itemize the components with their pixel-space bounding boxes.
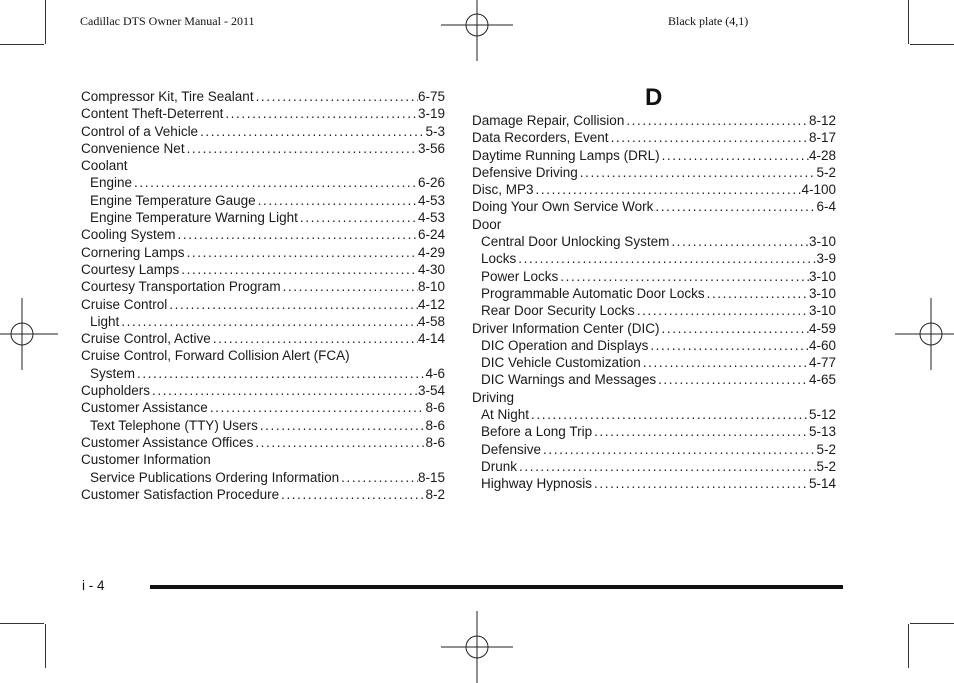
- dot-leader: [119, 313, 418, 330]
- index-subentry: [472, 371, 836, 388]
- dot-leader: [135, 365, 425, 382]
- entry-page: 3-54: [417, 383, 445, 399]
- entry-title: Customer Assistance: [81, 400, 208, 416]
- entry-title: Engine Temperature Gauge: [90, 192, 256, 208]
- entry-title: Data Recorders, Event: [472, 130, 609, 146]
- index-entry: [81, 105, 445, 122]
- entry-page: 4-58: [417, 313, 445, 329]
- index-entry: [472, 164, 836, 181]
- dot-leader: [529, 406, 809, 423]
- entry-title: Highway Hypnosis: [481, 476, 593, 492]
- index-subentry: [472, 233, 836, 250]
- dot-leader: [339, 469, 418, 486]
- dot-leader: [167, 296, 418, 313]
- index-heading: Customer Information: [81, 452, 211, 468]
- entry-title: Power Locks: [481, 268, 559, 284]
- index-subentry: [81, 417, 445, 434]
- index-entry: [81, 140, 445, 157]
- registration-mark-left-icon: [0, 298, 58, 370]
- dot-leader: [179, 261, 418, 278]
- index-entry: [81, 244, 445, 261]
- entry-page: 5-3: [425, 123, 445, 139]
- index-subentry: [472, 406, 836, 423]
- dot-leader: [660, 147, 809, 164]
- crop-mark-top-left-v: [45, 0, 46, 44]
- index-entry: [81, 434, 445, 451]
- entry-page: 3-10: [808, 285, 836, 301]
- entry-page: 3-56: [417, 140, 445, 156]
- entry-page: 4-77: [808, 355, 836, 371]
- dot-leader: [609, 129, 809, 146]
- entry-page: 8-10: [417, 279, 445, 295]
- index-subentry: [472, 458, 836, 475]
- dot-leader: [223, 105, 418, 122]
- entry-title: Daytime Running Lamps (DRL): [472, 147, 660, 163]
- entry-title: Before a Long Trip: [481, 424, 593, 440]
- entry-title: Control of a Vehicle: [81, 123, 199, 139]
- entry-page: 3-9: [816, 251, 836, 267]
- entry-page: 3-10: [808, 234, 836, 250]
- entry-page: 5-2: [816, 441, 836, 457]
- entry-title: Text Telephone (TTY) Users: [90, 417, 258, 433]
- dot-leader: [517, 458, 816, 475]
- section-letter: D: [645, 84, 663, 111]
- index-subentry: [81, 174, 445, 191]
- entry-title: Engine Temperature Warning Light: [90, 210, 298, 226]
- entry-page: 4-100: [801, 182, 836, 198]
- index-subentry: [472, 250, 836, 267]
- crop-mark-top-left-h: [0, 44, 44, 45]
- entry-page: 8-6: [425, 400, 445, 416]
- entry-title: Content Theft-Deterrent: [81, 106, 224, 122]
- dot-leader: [185, 244, 418, 261]
- entry-page: 8-17: [808, 130, 836, 146]
- index-entry: [81, 399, 445, 416]
- entry-title: Defensive: [481, 441, 542, 457]
- index-heading: Driving: [472, 389, 515, 405]
- registration-mark-top-icon: [441, 0, 513, 61]
- dot-leader: [279, 486, 425, 503]
- entry-title: At Night: [481, 407, 530, 423]
- index-entry: [472, 147, 836, 164]
- index-heading: Door: [472, 216, 502, 232]
- entry-page: 6-75: [417, 89, 445, 104]
- dot-leader: [208, 399, 426, 416]
- dot-leader: [254, 88, 418, 105]
- dot-leader: [258, 417, 426, 434]
- entry-page: 6-4: [816, 199, 836, 215]
- entry-page: 4-53: [417, 210, 445, 226]
- entry-page: 8-12: [808, 113, 836, 128]
- entry-page: 3-10: [808, 303, 836, 319]
- index-entry: [472, 198, 836, 215]
- index-entry: [472, 320, 836, 337]
- dot-leader: [281, 278, 418, 295]
- index-heading: Cruise Control, Forward Collision Alert (FCA): [81, 348, 350, 364]
- crop-mark-bottom-left-v: [45, 624, 46, 668]
- entry-page: 4-53: [417, 192, 445, 208]
- entry-title: Courtesy Lamps: [81, 261, 180, 277]
- index-subentry: [81, 209, 445, 226]
- index-entry: [81, 382, 445, 399]
- dot-leader: [198, 123, 425, 140]
- registration-mark-right-icon: [895, 298, 954, 370]
- entry-title: Programmable Automatic Door Locks: [481, 285, 705, 301]
- entry-title: Driver Information Center (DIC): [472, 320, 660, 336]
- entry-page: 8-6: [425, 417, 445, 433]
- entry-title: Doing Your Own Service Work: [472, 199, 654, 215]
- index-subentry: [81, 313, 445, 330]
- index-subentry: [81, 365, 445, 382]
- entry-title: Drunk: [481, 458, 518, 474]
- entry-title: Compressor Kit, Tire Sealant: [81, 89, 254, 104]
- dot-leader: [578, 164, 817, 181]
- dot-leader: [592, 423, 809, 440]
- header-plate-label: Black plate (4,1): [668, 14, 749, 28]
- entry-page: 3-10: [808, 268, 836, 284]
- index-entry: [81, 296, 445, 313]
- dot-leader: [150, 382, 418, 399]
- index-subentry: [81, 469, 445, 486]
- entry-page: 4-59: [808, 320, 836, 336]
- entry-title: Cornering Lamps: [81, 244, 185, 260]
- crop-mark-bottom-left-h: [0, 623, 44, 624]
- index-subentry: [472, 354, 836, 371]
- dot-leader: [185, 140, 418, 157]
- entry-title: Cruise Control, Active: [81, 331, 211, 347]
- entry-page: 8-6: [425, 434, 445, 450]
- entry-page: 4-14: [417, 331, 445, 347]
- dot-leader: [298, 209, 418, 226]
- crop-mark-bottom-right-v: [908, 624, 909, 668]
- entry-title: System: [90, 365, 136, 381]
- entry-title: Engine: [90, 175, 133, 191]
- dot-leader: [534, 181, 802, 198]
- entry-page: 4-29: [417, 244, 445, 260]
- crop-mark-top-right-v: [908, 0, 909, 44]
- dot-leader: [253, 434, 425, 451]
- index-column-right: [472, 112, 836, 493]
- index-entry: [81, 123, 445, 140]
- entry-title: Central Door Unlocking System: [481, 234, 670, 250]
- entry-page: 3-19: [417, 106, 445, 122]
- entry-title: DIC Warnings and Messages: [481, 372, 657, 388]
- index-subentry: [472, 268, 836, 285]
- entry-title: Courtesy Transportation Program: [81, 279, 281, 295]
- index-heading: Coolant: [81, 158, 128, 174]
- entry-page: 4-30: [417, 261, 445, 277]
- entry-title: Defensive Driving: [472, 164, 578, 180]
- dot-leader: [132, 174, 418, 191]
- index-entry: [81, 330, 445, 347]
- index-entry: [81, 261, 445, 278]
- entry-title: Service Publications Ordering Information: [90, 469, 340, 485]
- entry-title: Rear Door Security Locks: [481, 303, 635, 319]
- entry-page: 6-24: [417, 227, 445, 243]
- entry-page: 5-2: [816, 164, 836, 180]
- entry-title: DIC Vehicle Customization: [481, 355, 641, 371]
- index-entry: [81, 278, 445, 295]
- index-subentry: [472, 337, 836, 354]
- entry-page: 6-26: [417, 175, 445, 191]
- entry-title: Cruise Control: [81, 296, 168, 312]
- dot-leader: [592, 475, 809, 492]
- crop-mark-bottom-right-h: [910, 623, 954, 624]
- dot-leader: [516, 250, 816, 267]
- dot-leader: [653, 198, 816, 215]
- index-subentry: [472, 475, 836, 492]
- index-entry: [472, 181, 836, 198]
- registration-mark-bottom-icon: [441, 611, 513, 683]
- dot-leader: [256, 192, 418, 209]
- entry-page: 4-6: [425, 365, 445, 381]
- dot-leader: [541, 441, 816, 458]
- index-entry: [81, 486, 445, 503]
- entry-title: Light: [90, 313, 120, 329]
- entry-page: 5-14: [808, 476, 836, 492]
- entry-page: 5-2: [816, 458, 836, 474]
- index-entry: [472, 112, 836, 129]
- dot-leader: [660, 320, 809, 337]
- entry-page: 4-60: [808, 337, 836, 353]
- index-subentry: [472, 423, 836, 440]
- entry-title: Locks: [481, 251, 517, 267]
- entry-title: Customer Assistance Offices: [81, 434, 254, 450]
- index-subentry: [472, 302, 836, 319]
- crop-mark-top-right-h: [910, 44, 954, 45]
- entry-page: 8-15: [417, 469, 445, 485]
- index-entry: [81, 88, 445, 105]
- entry-title: Cooling System: [81, 227, 176, 243]
- dot-leader: [211, 330, 418, 347]
- entry-page: 4-28: [808, 147, 836, 163]
- entry-title: Customer Satisfaction Procedure: [81, 486, 280, 502]
- dot-leader: [641, 354, 809, 371]
- page-number: i - 4: [82, 578, 105, 593]
- entry-title: Cupholders: [81, 383, 151, 399]
- entry-title: Disc, MP3: [472, 182, 534, 198]
- index-entry: [81, 226, 445, 243]
- index-entry: [472, 129, 836, 146]
- entry-page: 8-2: [425, 486, 445, 502]
- entry-page: 5-13: [808, 424, 836, 440]
- dot-leader: [669, 233, 809, 250]
- dot-leader: [656, 371, 809, 388]
- entry-title: Convenience Net: [81, 140, 185, 156]
- dot-leader: [176, 226, 418, 243]
- index-subentry: [472, 441, 836, 458]
- entry-title: DIC Operation and Displays: [481, 337, 649, 353]
- dot-leader: [558, 268, 809, 285]
- dot-leader: [635, 302, 809, 319]
- entry-page: 5-12: [808, 407, 836, 423]
- footer-rule: [150, 585, 843, 589]
- header-document-title: Cadillac DTS Owner Manual - 2011: [80, 14, 255, 28]
- dot-leader: [648, 337, 809, 354]
- entry-page: 4-12: [417, 296, 445, 312]
- index-column-left: [81, 88, 445, 503]
- index-subentry: [472, 285, 836, 302]
- entry-page: 4-65: [808, 372, 836, 388]
- index-subentry: [81, 192, 445, 209]
- entry-title: Damage Repair, Collision: [472, 113, 625, 128]
- dot-leader: [705, 285, 809, 302]
- dot-leader: [624, 112, 809, 129]
